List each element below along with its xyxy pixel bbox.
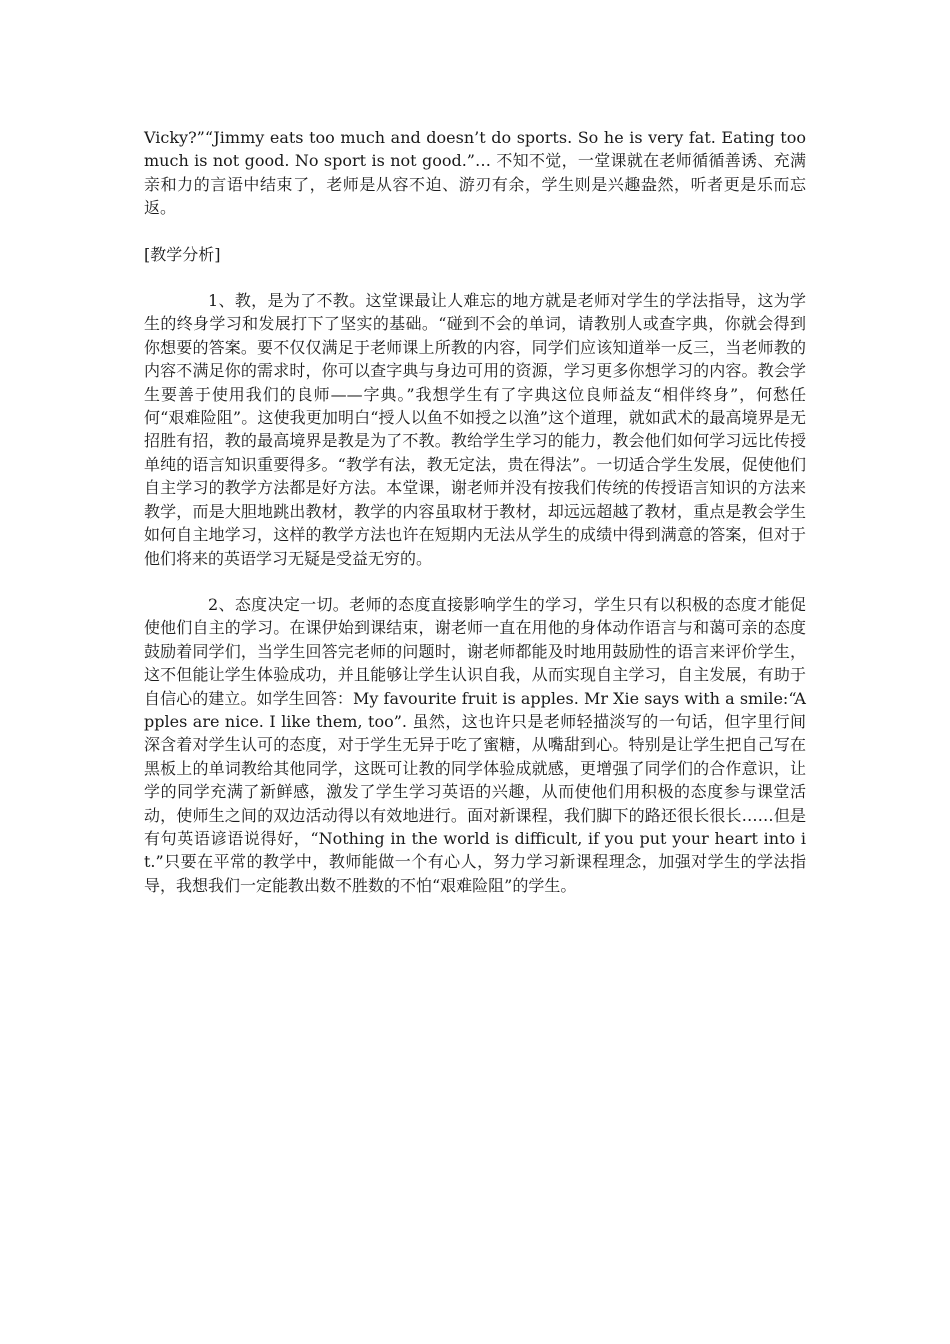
intro-paragraph: Vicky?”“Jimmy eats too much and doesn’t do sports. So he is very fat. Eating too much is not good. No sport is not good.”… 不知不觉，一堂课就在老师循循善诱、充满亲和力的言语中结束了，老师是从容不迫、游刃有余，学生则是兴趣盎然，听者更是乐而忘返。 [144, 128, 806, 218]
document-page [144, 126, 806, 897]
analysis-paragraph-2: 2、态度决定一切。老师的态度直接影响学生的学习，学生只有以积极的态度才能促使他们自主的学习。在课伊始到课结束，谢老师一直在用他的身体动作语言与和蔼可亲的态度鼓励着同学们，当学生回答完老师的问题时，谢老师都能及时地用鼓励性的语言来评价学生，这不但能让学生体验成功，并且能够让学生认识自我，从而实现自主学习，自主发展，有助于自信心的建立。如学生回答：My favourite fruit is apples. Mr Xie says with a smile:“Apples are nice. I like them, too”. 虽然，这也许只是老师轻描淡写的一句话，但字里行间深含着对学生认可的态度，对于学生无异于吃了蜜糖，从嘴甜到心。特别是让学生把自己写在黑板上的单词教给其他同学，这既可让教的同学体验成就感，更增强了同学们的合作意识，让学的同学充满了新鲜感，激发了学生学习英语的兴趣，从而使他们用积极的态度参与课堂活动，使师生之间的双边活动得以有效地进行。面对新课程，我们脚下的路还很长很长……但是有句英语谚语说得好，“Nothing in the world is difficult, if you put your heart into it.”只要在平常的教学中，教师能做一个有心人，努力学习新课程理念，加强对学生的学法指导，我想我们一定能教出数不胜数的不怕“艰难险阻”的学生。 [144, 594, 806, 895]
section-heading: [教学分析] [144, 244, 221, 264]
analysis-paragraph-1: 1、教，是为了不教。这堂课最让人难忘的地方就是老师对学生的学法指导，这为学生的终身学习和发展打下了坚实的基础。“碰到不会的单词，请教别人或查字典，你就会得到你想要的答案。要不仅仅满足于老师课上所教的内容，同学们应该知道举一反三，当老师教的内容不满足你的需求时，你可以查字典与身边可用的资源，学习更多你想学习的内容。教会学生要善于使用我们的良师——字典。”我想学生有了字典这位良师益友“相伴终身”，何愁任何“艰难险阻”。这使我更加明白“授人以鱼不如授之以渔”这个道理，就如武术的最高境界是无招胜有招，教的最高境界是教是为了不教。教给学生学习的能力，教会他们如何学习远比传授单纯的语言知识重要得多。“教学有法，教无定法，贵在得法”。一切适合学生发展，促使他们自主学习的教学方法都是好方法。本堂课，谢老师并没有按我们传统的传授语言知识的方法来教学，而是大胆地跳出教材，教学的内容虽取材于教材，却远远超越了教材，重点是教会学生如何自主地学习，这样的教学方法也许在短期内无法从学生的成绩中得到满意的答案，但对于他们将来的英语学习无疑是受益无穷的。 [144, 291, 806, 568]
